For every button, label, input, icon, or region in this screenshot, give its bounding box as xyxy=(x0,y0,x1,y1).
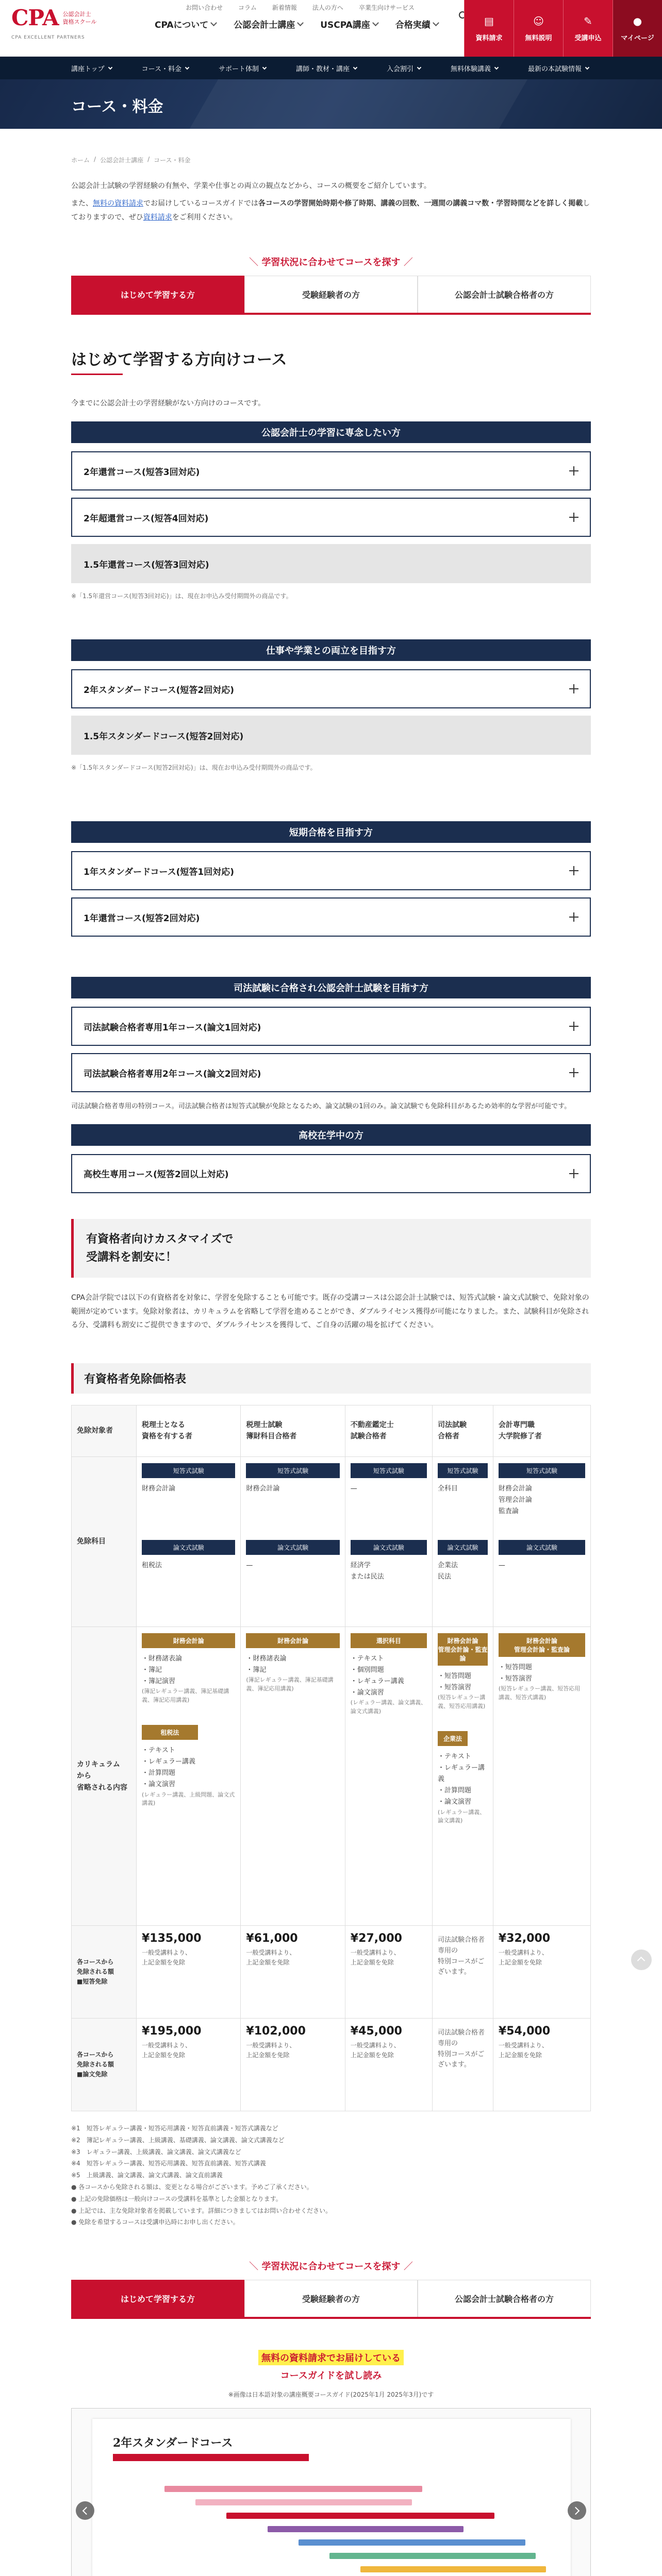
table-cell xyxy=(345,1626,432,1925)
scroll-top-button[interactable] xyxy=(631,1950,652,1970)
util-link-column[interactable]: コラム xyxy=(238,4,257,11)
subnav-label: 最新の本試験情報 xyxy=(528,65,582,73)
free-guide-headline: 無料の資料請求でお届けしている xyxy=(258,2350,404,2365)
plus-icon xyxy=(569,1022,578,1031)
cell-value: 財務会計論 xyxy=(246,1484,280,1493)
schedule-bar xyxy=(226,2513,494,2519)
table-row-price-ronbun xyxy=(72,2018,591,2111)
breadcrumb-sep: / xyxy=(147,156,150,163)
mypage-button[interactable] xyxy=(613,0,662,57)
guide-title-text: 学習状況に合わせてコースを探す xyxy=(261,2261,401,2273)
cur-line: ・レギュラー講義 xyxy=(437,1764,485,1784)
util-link-news[interactable]: 新着情報 xyxy=(272,4,297,11)
subject-tag: 租税法 xyxy=(142,1725,198,1740)
doc-title-bar xyxy=(113,2454,309,2461)
table-cell xyxy=(345,1925,432,2018)
deco-slash: ＼ xyxy=(249,2261,259,2273)
deco-slash: ／ xyxy=(403,257,413,268)
util-link-contact[interactable]: お問い合わせ xyxy=(186,4,223,11)
intro-seg: でお届けしているコースガイドでは xyxy=(143,199,258,208)
chevron-down-icon xyxy=(185,65,189,69)
subnav-label: 無料体験講義 xyxy=(451,65,491,73)
cur-line: ・レギュラー講義 xyxy=(350,1677,404,1686)
table-cell xyxy=(241,1925,345,2018)
schedule-bar xyxy=(164,2486,422,2492)
price-value: 司法試験合格者専用の 特別コースがございます。 xyxy=(437,2028,485,2069)
course-finder-title xyxy=(71,255,591,268)
footnote: ● 免除を希望するコースは受講申込時にお申し出ください。 xyxy=(71,2218,239,2226)
cur-line: ・計算問題 xyxy=(142,1769,176,1777)
price-note: 一般受講料より、 上記金額を免除 xyxy=(142,1948,192,1967)
group-band: 短期合格を目指す方 xyxy=(71,821,591,843)
chevron-down-icon xyxy=(353,65,357,69)
col-header: 税理士となる 資格を有する者 xyxy=(137,1405,241,1456)
cur-line: ・短答問題 xyxy=(437,1672,471,1680)
document-icon: ▤ xyxy=(484,14,494,27)
footnote: ※2 簿記レギュラー講義、上級講義、基礎講義、論文講義、論文式講義など xyxy=(71,2136,285,2144)
price-value: ¥27,000 xyxy=(350,1931,402,1945)
price-value: 司法試験合格者専用の 特別コースがございます。 xyxy=(437,1936,485,1976)
intro-text-2 xyxy=(71,197,591,224)
group-band: 司法試験に合格され公認会計士試験を目指す方 xyxy=(71,977,591,998)
cur-line: ・論文演習 xyxy=(142,1781,176,1789)
footnote: ● 上記では、主な免除対象者を掲載しています。詳細につきましてはお問い合わせください。 xyxy=(71,2207,332,2214)
subnav-item-courses[interactable] xyxy=(142,63,189,73)
free-guide-subline: コースガイドを試し読み xyxy=(280,2370,382,2382)
chevron-down-icon xyxy=(297,20,304,26)
nav-item-about[interactable] xyxy=(155,18,216,30)
course-label: 司法試験合格者専用1年コース(論文1回対応) xyxy=(84,1022,261,1033)
cur-line: ・短答演習 xyxy=(437,1684,471,1692)
group-band: 仕事や学業との両立を目指す方 xyxy=(71,639,591,661)
table-cell xyxy=(493,1925,590,2018)
subject-tag: 財務会計論 管理会計論・監査論 xyxy=(438,1633,488,1666)
table-cell xyxy=(241,2018,345,2111)
subnav-label: 講座トップ xyxy=(71,65,105,73)
free-materials-link[interactable]: 無料の資料請求 xyxy=(93,199,143,208)
exam-tag: 短答式試験 xyxy=(246,1463,339,1478)
cur-line: ・財務諸表論 xyxy=(142,1654,183,1663)
cur-line: ・簿記 xyxy=(142,1666,162,1674)
group-band: 公認会計士の学習に専念したい方 xyxy=(71,421,591,443)
course-label: 1年スタンダードコース(短答1回対応) xyxy=(84,867,234,877)
chevron-down-icon xyxy=(417,65,421,69)
cell-value: 租税法 xyxy=(142,1561,162,1569)
page-hero xyxy=(0,79,662,129)
cur-note: (レギュラー講義、上級問題、論文式講義) xyxy=(142,1791,235,1807)
cur-line: ・テキスト xyxy=(350,1654,384,1663)
chevron-down-icon xyxy=(494,65,499,69)
subject-tag: 財務会計論 xyxy=(142,1633,235,1648)
row-header-subjects: 免除科目 xyxy=(72,1456,137,1626)
nav-item-uscpa-course[interactable] xyxy=(320,18,378,30)
footnote: ● 各コースから免除される額は、変更となる場合がございます。予めご了承ください。 xyxy=(71,2183,313,2191)
nav-item-results[interactable] xyxy=(395,18,438,30)
course-finder-tabs xyxy=(71,276,591,315)
course-label: 高校生専用コース(短答2回以上対応) xyxy=(84,1170,229,1180)
logo-mark: CPA xyxy=(11,5,59,30)
free-guide-promo xyxy=(71,2350,591,2399)
table-cell xyxy=(432,2018,493,2111)
subject-tag: 財務会計論 xyxy=(246,1633,339,1648)
price-value: ¥45,000 xyxy=(350,2024,402,2038)
table-cell xyxy=(345,1456,432,1626)
deco-slash: ＼ xyxy=(249,257,259,268)
price-value: ¥61,000 xyxy=(246,1931,298,1945)
price-note: 一般受講料より、 上記金額を免除 xyxy=(498,1948,548,1967)
chevron-down-icon xyxy=(262,65,267,69)
cur-line: ・簿記 xyxy=(246,1666,267,1674)
title-underline xyxy=(71,374,123,375)
guide-preview-image xyxy=(92,2419,571,2576)
user-icon: ● xyxy=(633,14,642,27)
course-subnav xyxy=(0,57,662,79)
table-cell xyxy=(493,1456,590,1626)
table-footnotes xyxy=(71,2123,591,2228)
cell-value: — xyxy=(350,1484,357,1493)
row-header-curriculum: カリキュラム から 省略される内容 xyxy=(72,1626,137,1925)
person-icon: ☺ xyxy=(533,14,544,27)
group-note: ※「1.5年スタンダードコース(短答2回対応)」は、現在お申込み受付期間外の商品です。 xyxy=(71,764,317,772)
schedule-bar xyxy=(360,2566,546,2572)
breadcrumb-current: コース・料金 xyxy=(154,157,191,164)
cur-note: (レギュラー講義、論文講義) xyxy=(437,1808,486,1824)
price-value: ¥195,000 xyxy=(142,2024,202,2038)
price-note: 一般受講料より、 上記金額を免除 xyxy=(498,2041,548,2059)
table-cell xyxy=(493,2018,590,2111)
course-accordion[interactable] xyxy=(71,897,591,937)
cell-value: 全科目 xyxy=(437,1484,458,1493)
cur-line: ・論文演習 xyxy=(350,1689,384,1697)
subject-tag: 選択科目 xyxy=(351,1633,427,1648)
logo-subtitle: 公認会計士 資格スクール xyxy=(62,10,97,25)
subnav-item-exam-info[interactable] xyxy=(528,63,589,73)
exam-tag: 短答式試験 xyxy=(499,1463,585,1478)
button-label: マイページ xyxy=(621,34,654,42)
course-label: 1.5年スタンダードコース(短答2回対応) xyxy=(84,731,244,742)
tab-beginner[interactable]: はじめて学習する方 xyxy=(71,276,244,313)
course-accordion[interactable] xyxy=(71,1154,591,1193)
course-group-short-term xyxy=(71,821,591,937)
table-cell xyxy=(137,1626,241,1925)
plus-icon xyxy=(569,912,578,922)
chevron-down-icon xyxy=(585,65,589,69)
cur-line: ・テキスト xyxy=(437,1753,471,1761)
plus-icon xyxy=(569,684,578,693)
subnav-label: 講師・教材・講座 xyxy=(296,65,350,73)
utility-nav xyxy=(186,3,415,12)
course-group-balance xyxy=(71,639,591,772)
intro-emphasis: 各コースの学習開始時期や修了時期、講義の回数、一週間の講義コマ数・学習時間などを詳しく掲載 xyxy=(258,199,583,208)
intro-text-1: 公認会計士試験の学習経験の有無や、学業や仕事との両立の観点などから、コースの概要をご紹介しています。 xyxy=(71,182,431,190)
guide-title-text: 学習状況に合わせてコースを探す xyxy=(261,257,401,268)
table-cell xyxy=(137,1925,241,2018)
nav-item-cpa-course[interactable] xyxy=(234,18,303,30)
table-cell xyxy=(432,1925,493,2018)
slider-next-button[interactable] xyxy=(568,2501,586,2520)
chevron-down-icon xyxy=(372,20,379,26)
price-value: ¥135,000 xyxy=(142,1931,202,1945)
course-group-lawyers xyxy=(71,977,591,1112)
exam-tag: 短答式試験 xyxy=(351,1463,427,1478)
apply-button[interactable] xyxy=(563,0,613,57)
breadcrumb-cpa[interactable]: 公認会計士講座 xyxy=(100,157,144,164)
button-label: 資料請求 xyxy=(475,34,503,42)
table-cell xyxy=(241,1626,345,1925)
cur-note: (簿記レギュラー講義、簿記基礎講義、簿記応用講義) xyxy=(142,1688,229,1703)
footnote: ● 上記の免除価格は一般向けコースの受講料を基準とした金額となります。 xyxy=(71,2195,282,2202)
course-label: 司法試験合格者専用2年コース(論文2回対応) xyxy=(84,1069,261,1079)
breadcrumb-home[interactable]: ホーム xyxy=(71,157,90,164)
subnav-item-support[interactable] xyxy=(219,63,266,73)
materials-link[interactable]: 資料請求 xyxy=(143,213,172,222)
slider-prev-button[interactable] xyxy=(76,2501,94,2520)
tab-experienced[interactable]: 受験経験者の方 xyxy=(244,2280,418,2317)
table-row-price-tanto xyxy=(72,1925,591,2018)
intro-seg: をご利用ください。 xyxy=(172,213,237,222)
subnav-item-lecturers[interactable] xyxy=(296,63,357,73)
nav-label: USCPA講座 xyxy=(320,20,370,30)
cur-note: (簿記レギュラー講義、簿記基礎講義、簿記応用講義) xyxy=(246,1676,334,1692)
cur-line: ・レギュラー講義 xyxy=(142,1758,196,1766)
course-group-focus xyxy=(71,421,591,600)
subnav-item-top[interactable] xyxy=(71,63,112,73)
tab-passed[interactable]: 公認会計士試験合格者の方 xyxy=(418,2280,591,2317)
price-note: 一般受講料より、 上記金額を免除 xyxy=(350,2041,400,2059)
breadcrumb-sep: / xyxy=(94,156,96,163)
cur-line: ・財務諸表論 xyxy=(246,1654,287,1663)
course-finder-title-2 xyxy=(71,2259,591,2273)
footnote: ※5 上級講義、論文講義、論文式講義、論文直前講義 xyxy=(71,2172,223,2179)
footnote: ※4 短答レギュラー講義、短答応用講義、短答直前講義、短答式講義 xyxy=(71,2160,266,2167)
cur-line: ・論文演習 xyxy=(437,1798,471,1806)
row-header-price1: 各コースから 免除される額 ■短答免除 xyxy=(72,1925,137,2018)
course-accordion[interactable] xyxy=(71,1053,591,1092)
plus-icon xyxy=(569,466,578,476)
cell-value: 財務会計論 xyxy=(142,1484,176,1493)
course-label: 1年還営コース(短答2回対応) xyxy=(84,913,200,924)
customize-heading: 有資格者向けカスタマイズで 受講料を割安に！ xyxy=(71,1219,591,1278)
chevron-down-icon xyxy=(433,20,439,26)
cell-value: 企業法 民法 xyxy=(437,1561,458,1581)
main-nav xyxy=(155,18,438,30)
col-header: 不動産鑑定士 試験合格者 xyxy=(345,1405,432,1456)
table-cell xyxy=(345,2018,432,2111)
nav-label: CPAについて xyxy=(155,20,209,30)
button-label: 受講申込 xyxy=(574,34,602,42)
subject-tag: 企業法 xyxy=(438,1731,468,1746)
free-guide-caption: ※画像は日本語対象の講座概要コースガイド(2025年1月 2025年3月)です xyxy=(228,2391,434,2399)
logo-tagline: CPA EXCELLENT PARTNERS xyxy=(11,35,85,40)
breadcrumb xyxy=(71,156,591,164)
price-note: 一般受講料より、 上記金額を免除 xyxy=(246,2041,296,2059)
cur-line: ・計算問題 xyxy=(437,1787,471,1795)
cur-line: ・短答問題 xyxy=(498,1663,532,1671)
schedule-bar xyxy=(195,2499,412,2505)
main-content xyxy=(71,156,591,2576)
deco-slash: ／ xyxy=(403,2261,413,2273)
table-cell xyxy=(241,1456,345,1626)
site-header xyxy=(0,0,662,57)
exam-tag: 短答式試験 xyxy=(438,1463,488,1478)
row-header-price2: 各コースから 免除される額 ■論文免除 xyxy=(72,2018,137,2111)
table-cell xyxy=(432,1456,493,1626)
course-accordion[interactable] xyxy=(71,451,591,490)
util-link-alumni[interactable]: 卒業生向けサービス xyxy=(358,4,415,11)
row-header-target: 免除対象者 xyxy=(72,1405,137,1456)
customize-text: CPA会計学院では以下の有資格者を対象に、学習を免除することも可能です。既存の受講コースは公認会計士試験では、短答式試験・論文式試験で、免除対象の範囲が定めています。免除対象者は、カリキュラムを省略して学習を進めることができ、ダブルライセンス獲得が可能になりました。また、試験科目が免除される分、受講料も割安にご提供できますので、ダブルライセンスを獲得して、ご自身の活躍の場を拡げてください。 xyxy=(71,1294,589,1330)
table-cell xyxy=(137,2018,241,2111)
beginner-lead: 今までに公認会計士の学習経験がない方向けのコースです。 xyxy=(71,399,266,408)
nav-label: 合格実績 xyxy=(395,20,431,30)
course-accordion[interactable] xyxy=(71,1007,591,1046)
course-label: 2年超還営コース(短答4回対応) xyxy=(84,513,209,524)
price-note: 一般受講料より、 上記金額を免除 xyxy=(350,1948,400,1967)
exam-tag: 論文式試験 xyxy=(438,1540,488,1555)
subnav-item-discount[interactable] xyxy=(387,63,421,73)
request-materials-button[interactable] xyxy=(464,0,514,57)
plus-icon xyxy=(569,1169,578,1178)
course-label: 2年還営コース(短答3回対応) xyxy=(84,467,200,478)
course-accordion[interactable] xyxy=(71,669,591,708)
price-value: ¥102,000 xyxy=(246,2024,306,2038)
cur-note: (レギュラー講義、論文講義、論文式講義) xyxy=(350,1699,427,1715)
header-cta-buttons xyxy=(464,0,662,57)
group-note: ※「1.5年還営コース(短答3回対応)」は、現在お申込み受付期間外の商品です。 xyxy=(71,592,292,600)
plus-icon xyxy=(569,513,578,522)
guide-preview-slider[interactable] xyxy=(71,2408,591,2576)
intro-seg: また、 xyxy=(71,199,93,208)
exam-tag: 論文式試験 xyxy=(499,1540,585,1555)
course-group-high-school xyxy=(71,1124,591,1193)
cur-line: ・簿記演習 xyxy=(142,1677,176,1686)
chevron-down-icon xyxy=(210,20,217,26)
cur-note: (短答レギュラー講義、短答応用講義、短答式講義) xyxy=(498,1685,581,1701)
table-row-curriculum xyxy=(72,1626,591,1925)
exam-tag: 論文式試験 xyxy=(142,1540,235,1555)
footnote: ※3 レギュラー講義、上級講義、論文講義、論文式講義など xyxy=(71,2148,241,2156)
schedule-graphic xyxy=(164,2481,556,2576)
doc-title: 2年スタンダードコース xyxy=(113,2436,233,2450)
cur-line: ・個別問題 xyxy=(350,1666,384,1674)
course-accordion-closed[interactable] xyxy=(71,716,591,755)
table-cell xyxy=(493,1626,590,1925)
tab-experienced[interactable]: 受験経験者の方 xyxy=(244,276,418,313)
plus-icon xyxy=(569,1068,578,1077)
price-note: 一般受講料より、 上記金額を免除 xyxy=(246,1948,296,1967)
nav-label: 公認会計士講座 xyxy=(234,20,295,30)
site-logo[interactable] xyxy=(11,7,96,29)
cur-note: (短答レギュラー講義、短答応用講義) xyxy=(437,1694,486,1709)
beginner-section-title: はじめて学習する方向けコース xyxy=(71,351,287,369)
table-cell xyxy=(432,1626,493,1925)
price-note: 一般受講料より、 上記金額を免除 xyxy=(142,2041,192,2059)
exam-tag: 短答式試験 xyxy=(142,1463,235,1478)
subnav-label: コース・料金 xyxy=(141,65,181,73)
tab-passed[interactable]: 公認会計士試験合格者の方 xyxy=(418,276,591,313)
group-band: 高校在学中の方 xyxy=(71,1124,591,1146)
exam-tag: 論文式試験 xyxy=(351,1540,427,1555)
schedule-bar xyxy=(268,2526,464,2532)
table-row-subjects xyxy=(72,1456,591,1626)
course-accordion-closed[interactable] xyxy=(71,544,591,583)
exempt-table-heading: 有資格者免除価格表 xyxy=(71,1363,591,1394)
tab-beginner[interactable]: はじめて学習する方 xyxy=(71,2280,244,2317)
cell-value: 経済学 または民法 xyxy=(350,1561,384,1581)
exam-tag: 論文式試験 xyxy=(246,1540,339,1555)
pencil-icon: ✎ xyxy=(584,14,592,27)
col-header: 司法試験 合格者 xyxy=(432,1405,493,1456)
course-accordion[interactable] xyxy=(71,498,591,537)
schedule-bar xyxy=(299,2539,525,2546)
course-label: 1.5年還営コース(短答3回対応) xyxy=(84,560,209,570)
course-finder-tabs-2 xyxy=(71,2280,591,2319)
table-cell xyxy=(137,1456,241,1626)
course-accordion[interactable] xyxy=(71,851,591,890)
page-title: コース・料金 xyxy=(71,98,163,116)
util-link-corporate[interactable]: 法人の方へ xyxy=(312,4,343,11)
subject-tag: 財務会計論 管理会計論・監査論 xyxy=(499,1633,585,1657)
free-briefing-button[interactable] xyxy=(514,0,563,57)
col-header: 会計専門職 大学院修了者 xyxy=(493,1405,590,1456)
cur-line: ・短答演習 xyxy=(498,1675,532,1683)
cell-value: — xyxy=(498,1561,505,1569)
chevron-down-icon xyxy=(108,65,112,69)
subnav-item-trial[interactable] xyxy=(451,63,498,73)
footnote: ※1 短答レギュラー講義・短答応用講義・短答直前講義・短答式講義など xyxy=(71,2124,278,2132)
plus-icon xyxy=(569,866,578,875)
cell-value: 財務会計論 管理会計論 監査論 xyxy=(498,1484,532,1516)
group-note: 司法試験合格者専用の特別コース。司法試験合格者は短答式試験が免除となるため、論文試験の1回のみ。論文試験でも免除科目があるため効率的な学習が可能です。 xyxy=(71,1103,571,1111)
intro-seg: しておりますので、ぜひ xyxy=(71,199,590,222)
schedule-bar xyxy=(329,2553,536,2559)
subnav-label: サポート体制 xyxy=(218,65,259,73)
subnav-label: 入会割引 xyxy=(387,65,414,73)
course-label: 2年スタンダードコース(短答2回対応) xyxy=(84,685,234,696)
cur-line: ・テキスト xyxy=(142,1747,175,1755)
cell-value: — xyxy=(246,1561,253,1569)
button-label: 無料説明 xyxy=(525,34,552,42)
price-value: ¥54,000 xyxy=(498,2024,551,2038)
table-header-row xyxy=(72,1405,591,1456)
price-value: ¥32,000 xyxy=(498,1931,551,1945)
col-header: 税理士試験 簿財科目合格者 xyxy=(241,1405,345,1456)
exempt-price-table xyxy=(71,1405,591,2111)
